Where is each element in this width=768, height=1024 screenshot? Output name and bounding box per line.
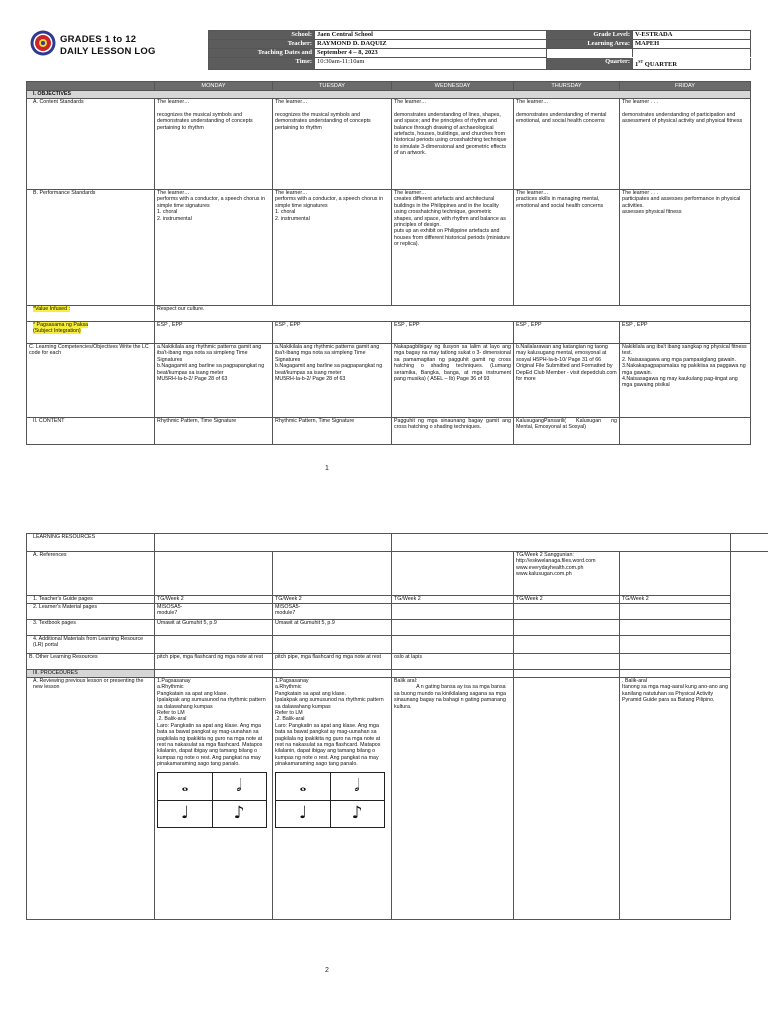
- ps-monday: The learner… performs with a conductor, a speech chorus in simple time signatures 1. choral 2. instrumental: [155, 190, 273, 306]
- pag-monday: ESP , EPP: [155, 322, 273, 344]
- textbook-row: [27, 620, 768, 636]
- competencies-label: C. Learning Competencies/Objectives Write the LC code for each: [27, 344, 155, 418]
- page-1: [0, 0, 768, 500]
- day-friday: FRIDAY: [620, 82, 751, 91]
- procedures-heading: III. PROCEDURES: [27, 670, 155, 678]
- ps-tuesday: The learner… performs with a conductor, a speech chorus in simple time signatures 1. choral 2. instrumental: [273, 190, 392, 306]
- cs-thursday: The learner… demonstrates understanding of mental emotional, and social health concerns: [514, 99, 620, 190]
- other-tuesday: pitch pipe, mga flashcard ng mga note at rest: [273, 654, 392, 670]
- eighth-note-icon: ♪: [351, 802, 363, 823]
- objectives-heading: I. OBJECTIVES: [27, 91, 751, 99]
- rhythm-notes-card-monday: [157, 772, 267, 828]
- tg-friday: TG/Week 2: [620, 596, 731, 604]
- grade-label: Grade Level:: [547, 31, 633, 40]
- references-row: [27, 552, 768, 596]
- value-infused-row: [27, 306, 751, 322]
- ps-thursday: The learner… practices skills in managing mental, emotional and social health concerns: [514, 190, 620, 306]
- time-value: 10:30am-11:10am: [315, 58, 547, 70]
- learning-resources-heading: LEARNING RESOURCES: [27, 534, 155, 552]
- pagsasama-row: [27, 322, 751, 344]
- other-resources-label: B. Other Learning Resources: [27, 654, 155, 670]
- performance-standards-label: B. Performance Standards: [27, 190, 155, 306]
- teacher-value: RAYMOND D. DAQUIZ: [315, 40, 547, 49]
- textbook-label: 3. Textbook pages: [27, 620, 155, 636]
- content-row: [27, 418, 751, 445]
- content-thursday: KalusugangPansarili( Kalusugan ng Mental, Emosyonal at Sosyal): [514, 418, 620, 445]
- day-header-row: [27, 82, 751, 91]
- pagsasama-label2: (Subject Integration): [33, 328, 81, 335]
- comp-thursday: b.Nailalarawan ang katangian ng taong may kalusugang mental, emosyonal at sosyal H5PH-Ia-b-10/ Page 31 of 66 Original File Submitted and Formatted by DepEd Club Member - visit depedclub.com for more: [514, 344, 620, 418]
- learning-area-value: MAPEH: [633, 40, 751, 49]
- ps-friday: The learner . . . participates and assesses performance in physical activities. assesses physical fitness: [620, 190, 751, 306]
- day-thursday: THURSDAY: [514, 82, 620, 91]
- reviewing-wednesday: Balik aral: A n gating bansa ay isa sa mga bansa sa buong mundo na kinikilalang sagana sa mga sinaunang bagay na bahagi n gating pamanang kultura.: [392, 678, 514, 920]
- teaching-dates-label: Teaching Dates and: [209, 49, 315, 58]
- tg-monday: TG/Week 2: [155, 596, 273, 604]
- references-label: A. References: [27, 552, 155, 596]
- quarter-label: Quarter:: [547, 58, 633, 70]
- teachers-guide-label: 1. Teacher's Guide pages: [27, 596, 155, 604]
- page-number-2: 2: [325, 967, 329, 974]
- performance-standards-row: [27, 190, 751, 306]
- value-infused-value: Respect our culture.: [155, 306, 751, 322]
- textbook-monday: Umawit at Gumuhit 5, p.9: [155, 620, 273, 636]
- pagsasama-label-cell: [27, 322, 155, 344]
- day-tuesday: TUESDAY: [273, 82, 392, 91]
- teaching-dates-value: September 4 – 8, 2023: [315, 49, 547, 58]
- reviewing-monday-cell: [155, 678, 273, 920]
- comp-friday: Nakikilala ang iba't ibang sangkap ng physical fitness test. 2. Naisasagawa ang mga pampasiglang gawain. 3.Nakakapagpapamalas ng pakikiisa sa paggawa ng mga gawain. 4.Naisasagawa ng may kaukulang pag-iingat ang mga gawaing pisikal: [620, 344, 751, 418]
- content-standards-row: [27, 99, 751, 190]
- pagsasama-label: * Pagsasama ng Paksa: [33, 322, 89, 328]
- reviewing-label: A. Reviewing previous lesson or presenting the new lesson: [27, 678, 155, 920]
- time-label: Time:: [209, 58, 315, 70]
- lm-monday: MISOSA5- module7: [155, 604, 273, 620]
- tg-tuesday: TG/Week 2: [273, 596, 392, 604]
- tg-wednesday: TG/Week 2: [392, 596, 514, 604]
- reviewing-tuesday-cell: [273, 678, 392, 920]
- procedures-row: [27, 670, 768, 678]
- school-label: School:: [209, 31, 315, 40]
- reviewing-friday: . Balik-aral Itanong sa mga mag-aaral kung ano-ano ang kanilang natutuhan sa Physical Activity Pyramid Guide para sa Batang Pilipino.: [620, 678, 731, 920]
- deped-seal-logo: [30, 30, 56, 56]
- reviewing-row: [27, 678, 768, 920]
- cs-wednesday: The learner… demonstrates understanding of lines, shapes, and space; and the principles of rhythm and balance through drawing of archaeological artefacts, houses, buildings, and churches from historical periods using crosshatching technique to simulate 3-dimensional and geometric effects of an artwork.: [392, 99, 514, 190]
- other-wednesday: oslo at lapis: [392, 654, 514, 670]
- value-infused-label: *Value Infused :: [33, 306, 71, 312]
- textbook-tuesday: Umawit at Gumuhit 5, p.9: [273, 620, 392, 636]
- content-wednesday: Pagguhit ng mga sinaunang bagay gamit ang cross hatching o shading techniques.: [392, 418, 514, 445]
- whole-note-icon: 𝅝: [276, 773, 331, 801]
- competencies-row: [27, 344, 751, 418]
- page-2: [0, 500, 768, 1024]
- additional-materials-row: [27, 636, 768, 654]
- day-wednesday: WEDNESDAY: [392, 82, 514, 91]
- references-thursday: TG/Week 2 Sanggunian: http://eskwelanaga.files.word.com www.everydayhealth.com.ph www.kalusugan.com.ph: [514, 552, 620, 596]
- tg-thursday: TG/Week 2: [514, 596, 620, 604]
- header-info-table: [208, 30, 751, 70]
- whole-note-icon: 𝅝: [158, 773, 213, 801]
- comp-tuesday: a.Nakikilala ang rhythmic patterns gamit ang iba't-ibang mga nota sa simpleng Time Signatures b.Nagagamit ang barline sa pagpapangkat ng beat/kumpas sa isang meter MU5RH-Ia-b-2/ Page 28 of 63: [273, 344, 392, 418]
- page-number-1: 1: [325, 465, 329, 472]
- resources-procedures-table: [26, 533, 768, 920]
- cs-friday: The learner . . . demonstrates understanding of participation and assessment of physical activity and physical fitness: [620, 99, 751, 190]
- half-note-icon: 𝅗𝅥: [212, 773, 266, 801]
- other-monday: pitch pipe, mga flashcard ng mga note at rest: [155, 654, 273, 670]
- learning-area-label: Learning Area:: [547, 40, 633, 49]
- content-standards-label: A. Content Standards: [27, 99, 155, 190]
- title-line1: GRADES 1 to 12: [60, 34, 137, 45]
- half-note-icon: 𝅗𝅥: [330, 773, 384, 801]
- quarter-note-icon: ♩: [158, 800, 213, 827]
- comp-monday: a.Nakikilala ang rhythmic patterns gamit ang iba't-ibang mga nota sa simpleng Time Signatures b.Nagagamit ang barline sa pagpapangkat ng beat/kumpas sa isang meter MU5RH-Ia-b-2/ Page 28 of 63: [155, 344, 273, 418]
- document-title: [60, 34, 156, 58]
- value-infused-label-cell: [27, 306, 155, 322]
- quarter-value: 1ST QUARTER: [633, 58, 751, 70]
- objectives-table: [26, 81, 751, 445]
- title-line2: DAILY LESSON LOG: [60, 46, 156, 57]
- additional-materials-label: 4. Additional Materials from Learning Resource (LR) portal: [27, 636, 155, 654]
- pag-friday: ESP , EPP: [620, 322, 751, 344]
- other-resources-row: [27, 654, 768, 670]
- rhythm-notes-card-tuesday: [275, 772, 385, 828]
- reviewing-monday: 1.Pagsasanay a.Rhythmic Pangkatain sa apat ang klase. Ipalakpak ang sumusunod na rhythmic pattern sa dalawahang kumpas Refer to LM .2. Balik-aral Laro: Pangkatin sa apat ang klase. Ang mga bata sa bawat pangkat ay mag-uunahan sa pagkilala ng ipakikita ng guro na mga note at rest na nakasulat sa mga flashcard. Matapos kilalanin, dapat ibigay ang tamang bilang o kumpas ng note o rest. Ang pangkat na may pinakamaraming sago tang panalo.: [157, 678, 266, 768]
- content-label: II. CONTENT: [27, 418, 155, 445]
- comp-wednesday: Nakapagbibigay ng ilusyon sa lalim at layo ang mga bagay na may tatlong sukat o 3- dimensional sa pamamagitan ng pagguhit gamit ng cross hatching o shading techniques. (Lumang seramika, Bangka, banga, at mga instrument pang musika) ( A5EL – Ib) Page 36 of 93: [392, 344, 514, 418]
- day-monday: MONDAY: [155, 82, 273, 91]
- reviewing-tuesday: 1.Pagsasanay a.Rhythmic Pangkatain sa apat ang klase. Ipalakpak ang sumusunod na rhythmic pattern sa dalawahang kumpas Refer to LM .2. Balik-aral Laro: Pangkatin sa apat ang klase. Ang mga bata sa bawat pangkat ay mag-uunahan sa pagkilala ng ipakikita ng guro na mga note at rest na nakasulat sa mga flashcard. Matapos kilalanin, dapat ibigay ang tamang bilang o kumpas ng note o rest. Ang pangkat na may pinakamaraming sago tang panalo.: [275, 678, 384, 768]
- content-tuesday: Rhythmic Pattern, Time Signature: [273, 418, 392, 445]
- ps-wednesday: The learner… creates different artefacts and architectural buildings in the Philippines and in the locality using crosshatching technique, geometric shapes, and space, with rhythm and balance as principles of design. puts up an exhibit on Philippine artefacts and houses from different historical periods (miniature or replica).: [392, 190, 514, 306]
- cs-monday: The learner… recognizes the musical symbols and demonstrates understanding of concepts pertaining to rhythm: [155, 99, 273, 190]
- teacher-label: Teacher:: [209, 40, 315, 49]
- quarter-note-icon: ♩: [276, 800, 331, 827]
- learners-material-label: 2. Learner's Material pages: [27, 604, 155, 620]
- content-friday: [620, 418, 751, 445]
- pag-thursday: ESP , EPP: [514, 322, 620, 344]
- grade-value: V-ESTRADA: [633, 31, 751, 40]
- content-monday: Rhythmic Pattern, Time Signature: [155, 418, 273, 445]
- eighth-note-icon: ♪: [233, 802, 245, 823]
- pag-wednesday: ESP , EPP: [392, 322, 514, 344]
- teachers-guide-row: [27, 596, 768, 604]
- learning-resources-row: [27, 534, 768, 552]
- lm-tuesday: MISOSA5- module7: [273, 604, 392, 620]
- learners-material-row: [27, 604, 768, 620]
- school-value: Jaen Central School: [315, 31, 547, 40]
- cs-tuesday: The learner… recognizes the musical symbols and demonstrates understanding of concepts pertaining to rhythm: [273, 99, 392, 190]
- pag-tuesday: ESP , EPP: [273, 322, 392, 344]
